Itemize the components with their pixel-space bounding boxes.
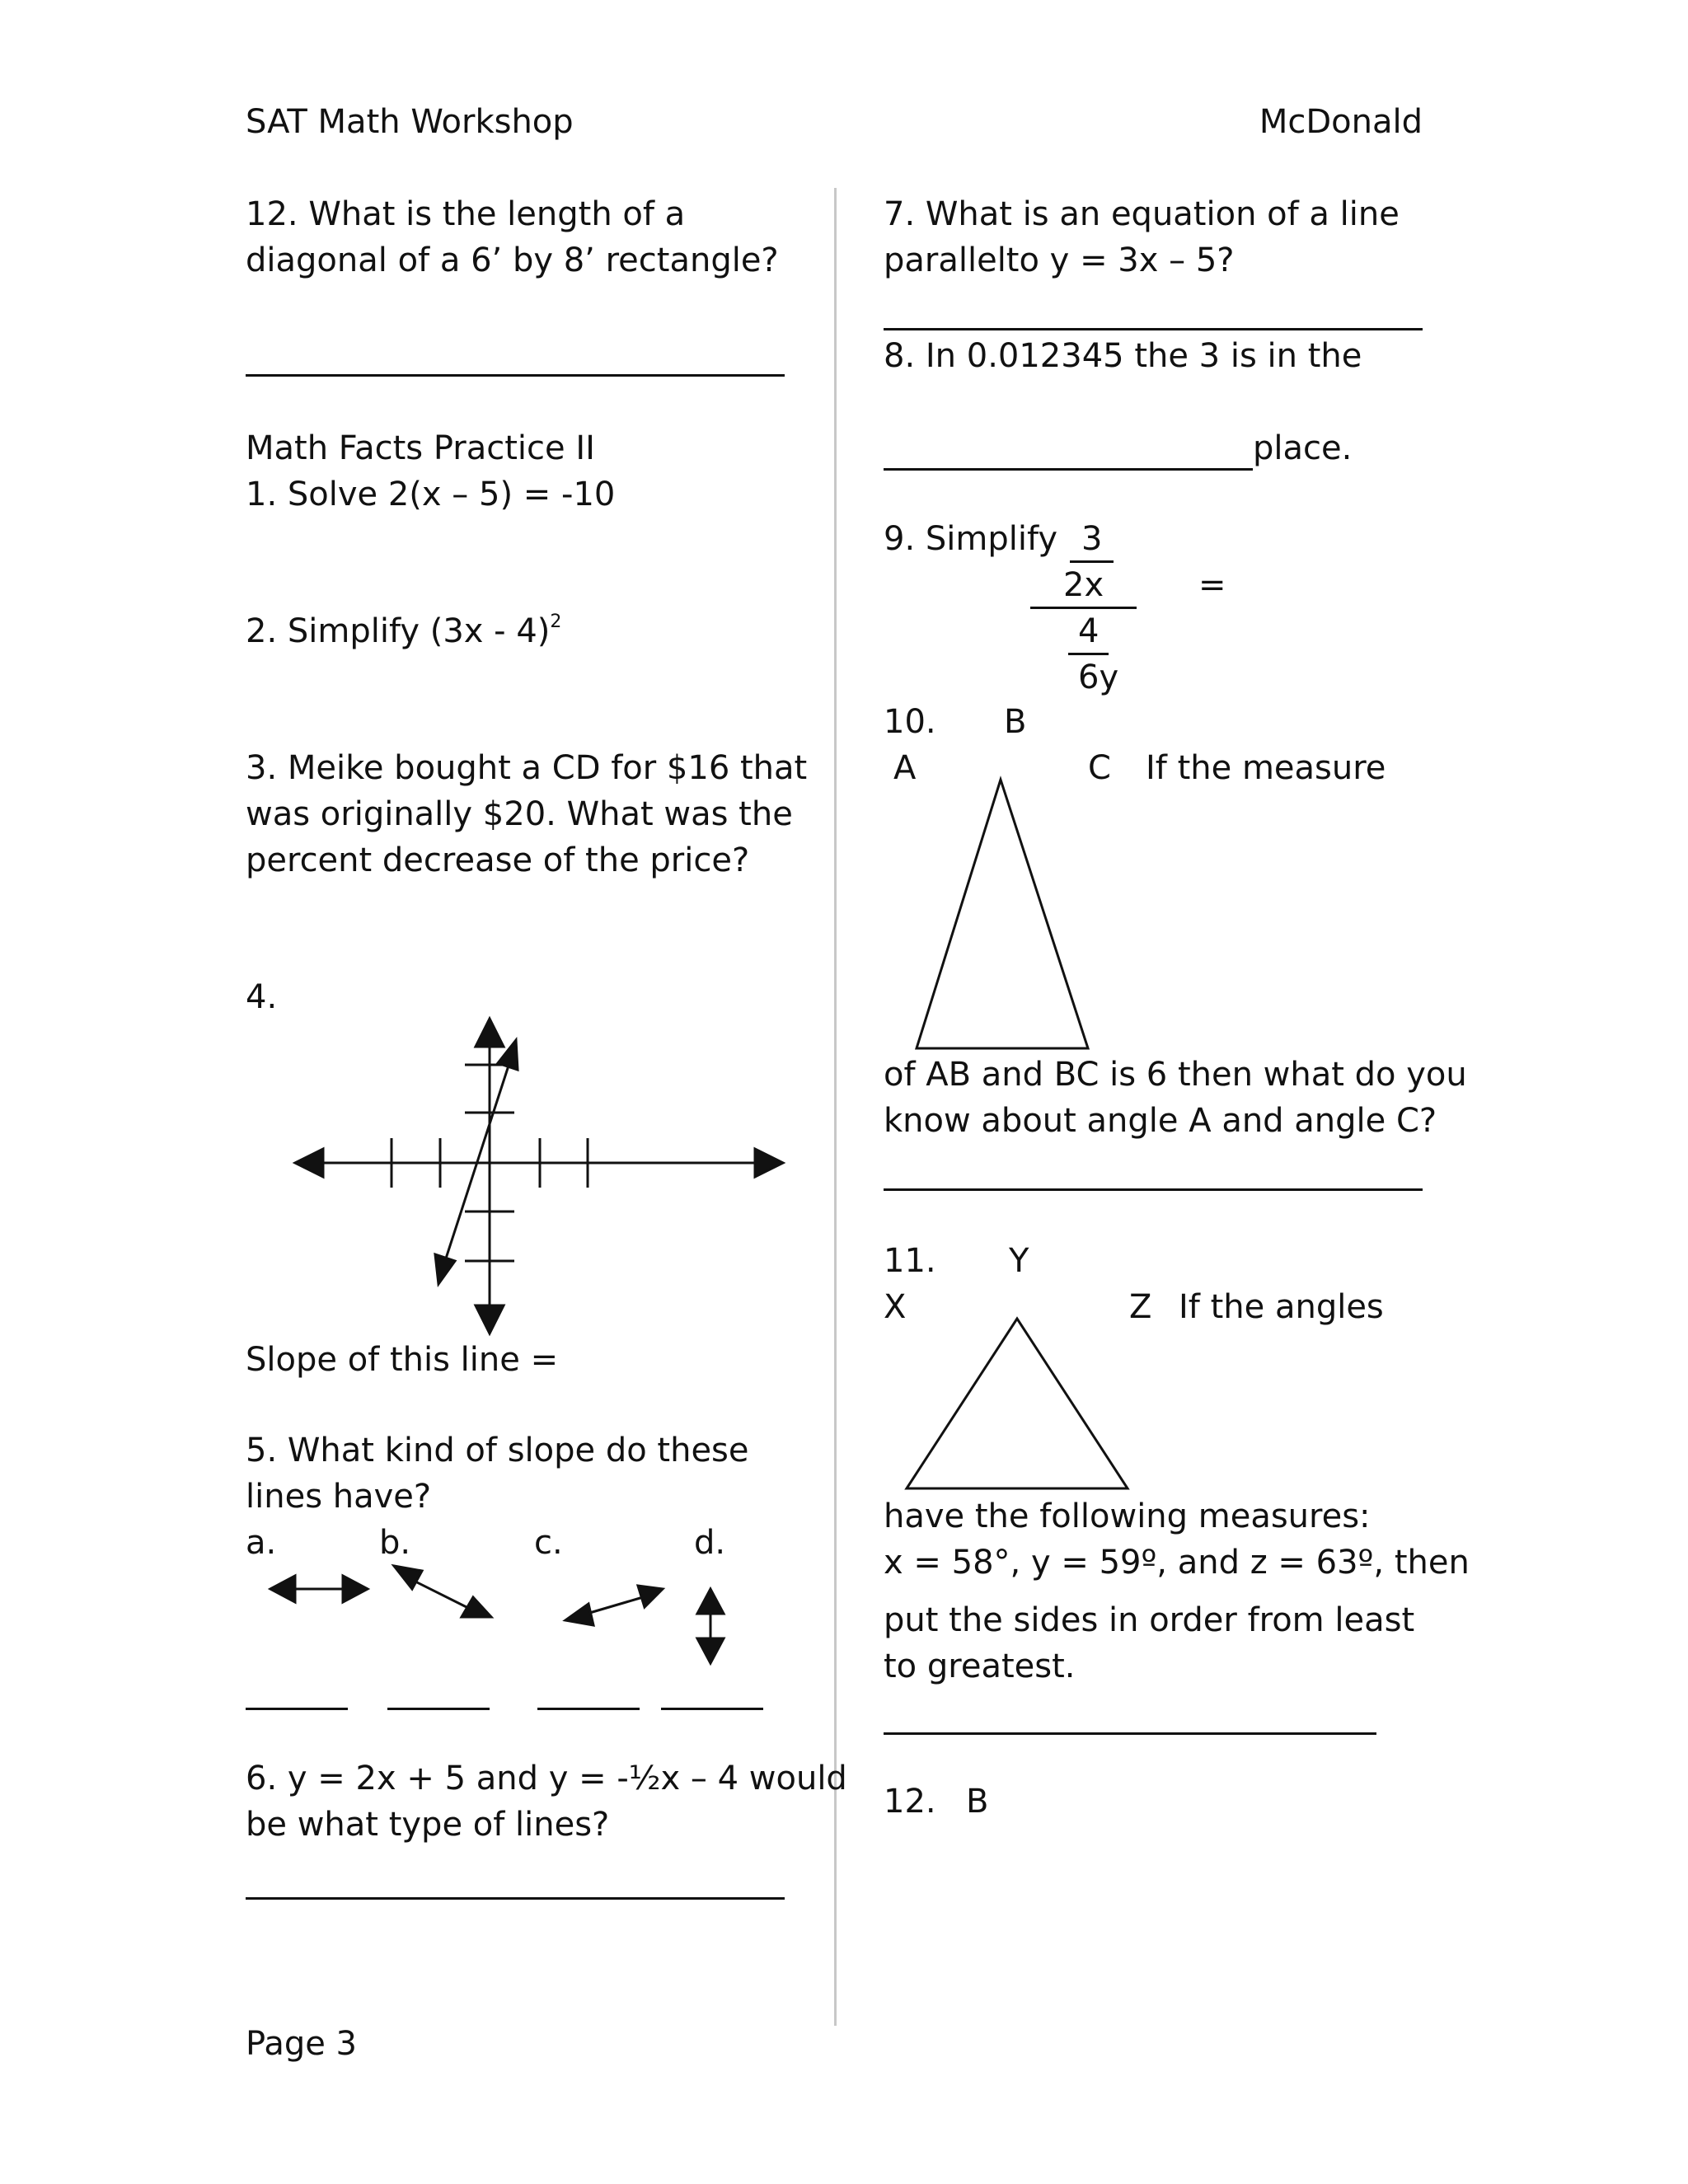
- arrow-b-top-head: [394, 1566, 422, 1589]
- answer-line-q5-d: [661, 1708, 763, 1710]
- section-title: Math Facts Practice II: [246, 429, 595, 467]
- q9-num-den: 2x: [1030, 564, 1137, 609]
- q6-line2: be what type of lines?: [246, 1806, 610, 1844]
- q12-left-line2: diagonal of a 6’ by 8’ rectangle?: [246, 241, 779, 279]
- arrow-b-line: [409, 1578, 470, 1609]
- answer-line-q6: [246, 1897, 785, 1900]
- x-axis-right-arrow: [755, 1149, 783, 1177]
- q11-vertex-x: X: [884, 1288, 907, 1326]
- q11-number: 11.: [884, 1242, 936, 1280]
- q11-line1: If the angles: [1179, 1288, 1384, 1326]
- q9-equals: =: [1198, 566, 1226, 604]
- q6-line1: 6. y = 2x + 5 and y = -½x – 4 would: [246, 1760, 847, 1797]
- q3-line3: percent decrease of the price?: [246, 841, 750, 879]
- q10-line3: know about angle A and angle C?: [884, 1102, 1437, 1140]
- q11-line4: put the sides in order from least: [884, 1601, 1415, 1639]
- q5-label-d: d.: [694, 1524, 726, 1562]
- graph-line: [445, 1063, 509, 1261]
- q2-exponent: 2: [550, 612, 562, 632]
- x-axis-left-arrow: [295, 1149, 323, 1177]
- arrow-c-line: [587, 1597, 643, 1614]
- arrow-a-right-head: [343, 1576, 368, 1602]
- q10-vertex-b: B: [1004, 703, 1027, 741]
- page-number: Page 3: [246, 2025, 357, 2063]
- q11-vertex-z: Z: [1129, 1288, 1152, 1326]
- answer-line-q11: [884, 1732, 1376, 1735]
- arrow-c-right-head: [638, 1586, 663, 1607]
- column-divider: [834, 188, 837, 2026]
- graph-line-top-arrow: [498, 1040, 518, 1070]
- q5-label-c: c.: [534, 1524, 563, 1562]
- q11-line2: have the following measures:: [884, 1497, 1371, 1535]
- graph-line-bottom-arrow: [435, 1254, 455, 1284]
- answer-line-q12-left: [246, 374, 785, 377]
- answer-line-q5-b: [387, 1708, 490, 1710]
- q9-numerator-bottom: [1030, 562, 1137, 609]
- answer-line-q5-c: [537, 1708, 640, 1710]
- q10-vertex-c: C: [1088, 749, 1111, 787]
- arrow-b-bottom-head: [462, 1597, 491, 1617]
- q9-label: 9. Simplify: [884, 520, 1058, 558]
- q4-slope-label: Slope of this line =: [246, 1341, 559, 1379]
- q2-text: 2. Simplify (3x - 4)$^2$: [246, 612, 562, 650]
- q12-left-line1: 12. What is the length of a: [246, 195, 686, 233]
- q5-label-b: b.: [379, 1524, 411, 1562]
- q9-numerator-top: [1070, 516, 1114, 563]
- arrow-a-left-head: [270, 1576, 295, 1602]
- q11-vertex-y: Y: [1009, 1242, 1029, 1280]
- q9-den-den: 6y: [1078, 658, 1119, 696]
- q7-line1: 7. What is an equation of a line: [884, 195, 1400, 233]
- answer-line-q8: [884, 468, 1253, 471]
- answer-line-q10: [884, 1188, 1423, 1191]
- q7-line2: parallelto y = 3x – 5?: [884, 241, 1235, 279]
- header-title: SAT Math Workshop: [246, 103, 574, 141]
- q11-line3: x = 58°, y = 59º, and z = 63º, then: [884, 1544, 1470, 1582]
- q8-suffix: place.: [1253, 429, 1353, 467]
- y-axis-down-arrow: [476, 1305, 504, 1333]
- q12-right-vertex-b: B: [966, 1783, 989, 1821]
- q1-text: 1. Solve 2(x – 5) = -10: [246, 476, 616, 513]
- q4-number: 4.: [246, 978, 278, 1016]
- q3-line2: was originally $20. What was the: [246, 795, 793, 833]
- arrow-c-left-head: [565, 1604, 593, 1625]
- q8-line1: 8. In 0.012345 the 3 is in the: [884, 337, 1362, 375]
- q11-line5: to greatest.: [884, 1647, 1076, 1685]
- q9-num-num: 3: [1070, 518, 1114, 563]
- arrow-d-down-head: [697, 1638, 724, 1663]
- q10-line2: of AB and BC is 6 then what do you: [884, 1056, 1467, 1094]
- q10-vertex-a: A: [893, 749, 917, 787]
- header-author: McDonald: [1259, 103, 1423, 141]
- q12-right-number: 12.: [884, 1783, 936, 1821]
- answer-line-q7: [884, 328, 1423, 330]
- q9-denominator-top: [1068, 608, 1109, 655]
- q9-den-num: 4: [1068, 610, 1109, 655]
- q5-line1: 5. What kind of slope do these: [246, 1432, 749, 1469]
- arrow-d-up-head: [697, 1589, 724, 1614]
- q3-line1: 3. Meike bought a CD for $16 that: [246, 749, 808, 787]
- q10-number: 10.: [884, 703, 936, 741]
- q10-line1: If the measure: [1146, 749, 1386, 787]
- q5-line2: lines have?: [246, 1478, 432, 1516]
- y-axis-up-arrow: [476, 1019, 504, 1047]
- q5-label-a: a.: [246, 1524, 277, 1562]
- answer-line-q5-a: [246, 1708, 348, 1710]
